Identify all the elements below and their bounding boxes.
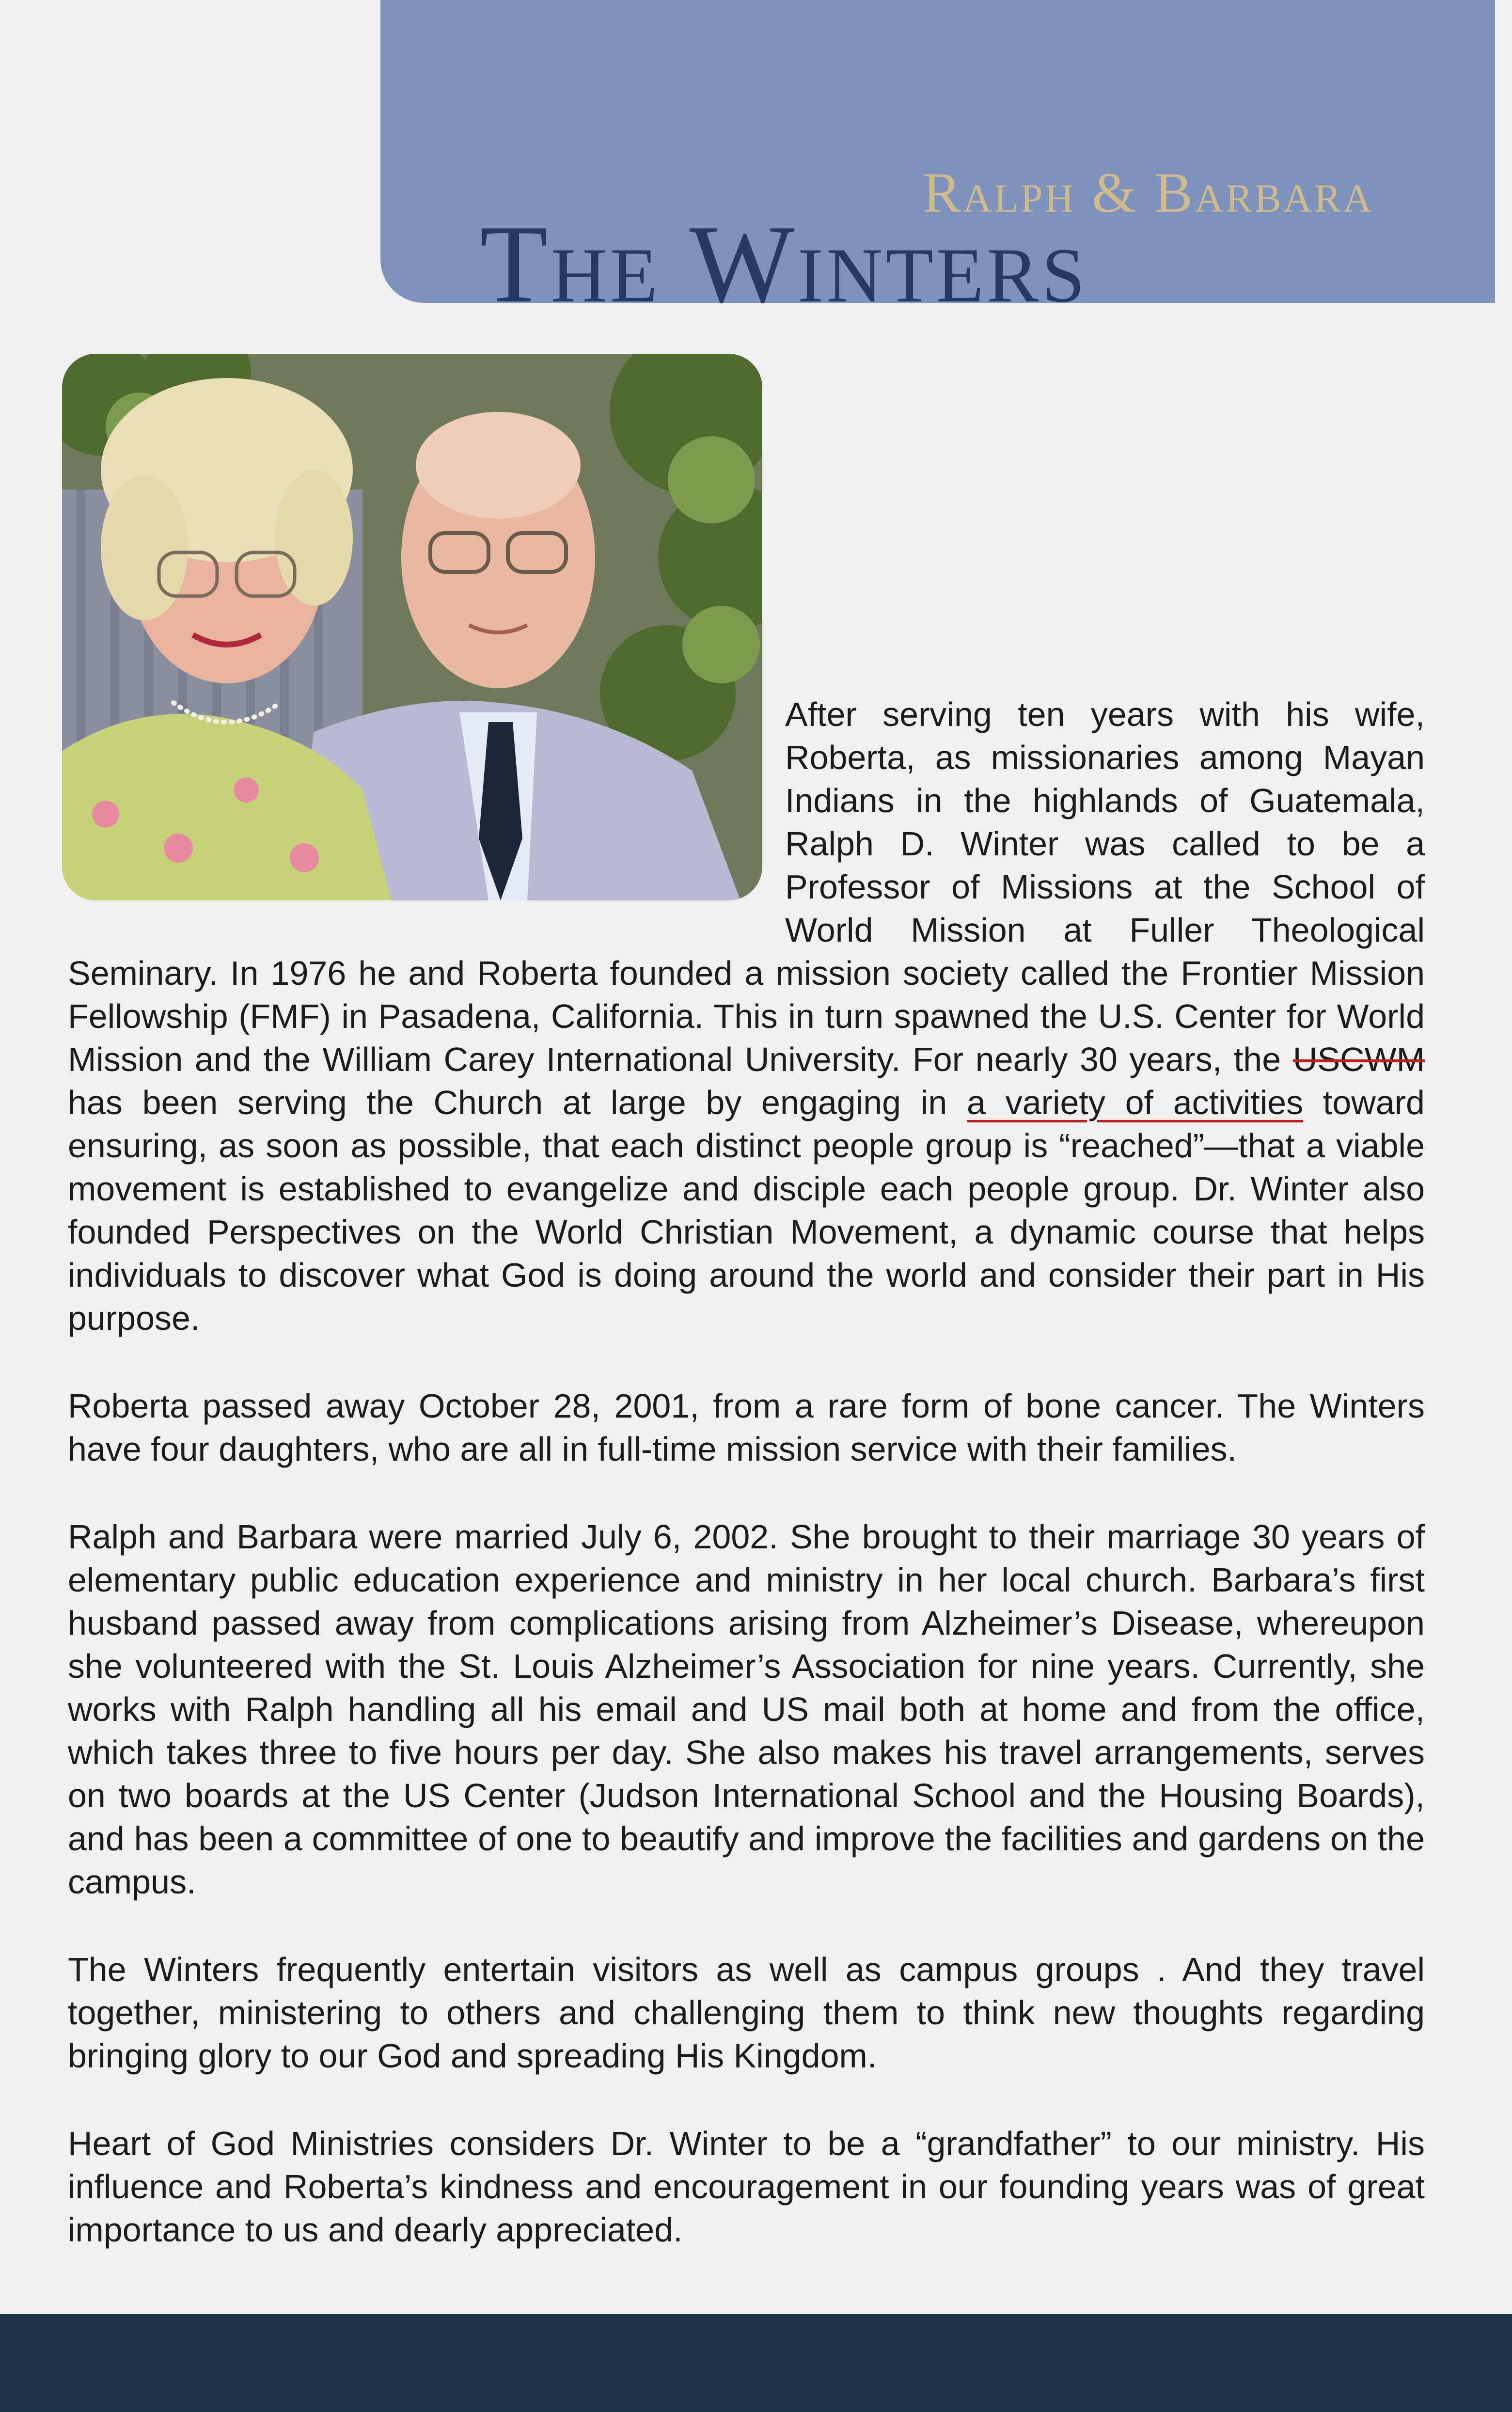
underlined-phrase: a variety of activities	[967, 1084, 1304, 1121]
paragraph-3: Ralph and Barbara were married July 6, 2002. She brought to their marriage 30 years of elementary public education experience and ministry in her local church. Barbara’s first husband passed away from complications arising from Alzheimer’s Disease, whereupon she volunteered with the St. Louis Alzheimer’s Association for nine years. Currently, she works with Ralph handling all his email and US mail both at home and from the office, which takes three to five hours per day. She also makes his travel arrangements, serves on two boards at the US Center (Judson International School and the Housing Boards), and has been a committee of one to beautify and improve the facilities and gardens on the campus.	[68, 1518, 1425, 1901]
header-subtitle: Ralph & Barbara	[923, 161, 1374, 224]
paragraph-1-part-b: has been serving the Church at large by engaging in	[68, 1084, 967, 1121]
paragraph-2: Roberta passed away October 28, 2001, from a rare form of bone cancer. The Winters have four daughters, who are all in full-time mission service with their families.	[68, 1387, 1425, 1468]
paragraph-4: The Winters frequently entertain visitors as well as campus groups . And they travel together, ministering to others and challenging them to think new thoughts regarding bringing glory to our God and spreading His Kingdom.	[68, 1951, 1425, 2075]
paragraph-5: Heart of God Ministries considers Dr. Winter to be a “grandfather” to our ministry. His influence and Roberta’s kindness and encouragement in our founding years was of great importance to us and dearly appreciated.	[68, 2125, 1425, 2249]
article-body	[68, 693, 1425, 2296]
footer-band	[0, 2314, 1512, 2412]
struck-acronym: USCWM	[1292, 1040, 1425, 1078]
paragraph-1-part-a: After serving ten years with his wife, Roberta, as missionaries among Mayan Indians in the highlands of Guatemala, Ralph D. Winter was called to be a Professor of Missions at the School of World Mission at Fuller Theological Seminary. In 1976 he and Roberta founded a mission society called the Frontier Mission Fellowship (FMF) in Pasadena, California. This in turn spawned the U.S. Center for World Mission and the William Carey International University. For nearly 30 years, the	[68, 695, 1425, 1078]
page-title: The Winters	[480, 202, 1088, 326]
paragraph-1-part-c: toward ensuring, as soon as possible, that each distinct people group is “reached”—that a viable movement is established to evangelize and disciple each people group. Dr. Winter also founded Perspectives on the World Christian Movement, a dynamic course that helps individuals to discover what God is doing around the world and consider their part in His purpose.	[68, 1084, 1425, 1337]
